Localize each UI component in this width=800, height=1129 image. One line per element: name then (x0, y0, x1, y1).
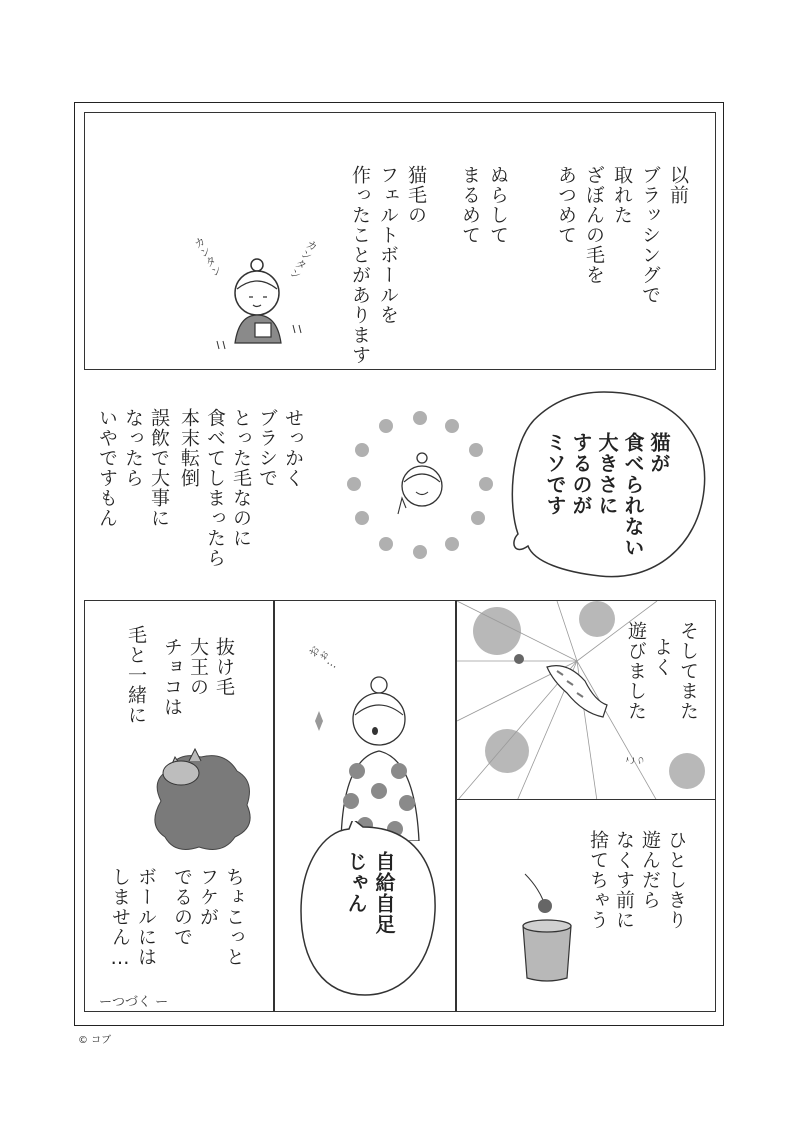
caption-line: ぬらして (487, 165, 509, 245)
trash-bin-illustration (517, 866, 577, 986)
caption-line: 遊んだら (639, 830, 661, 910)
sound-effect: カンタン (286, 236, 321, 282)
caption-line: 猫毛の (405, 165, 427, 225)
caption-line: チョコは (161, 637, 183, 717)
sound-effect: カンタン (190, 234, 225, 280)
character-illustration (205, 253, 315, 363)
caption-line: 本末転倒 (178, 408, 200, 488)
panel-5 (274, 600, 456, 1012)
caption-line: フケが (197, 867, 219, 927)
bubble-line: 自給自足 (372, 851, 396, 935)
bubble-line: するのが (569, 432, 593, 516)
caption-line: なったら (122, 408, 144, 488)
caption-line: 誤飲で大事に (148, 408, 170, 528)
caption-line: 取れた (611, 165, 633, 225)
caption-line: でるので (171, 867, 193, 947)
panel-2 (84, 378, 716, 588)
panel-4 (84, 600, 274, 1012)
bubble-line: 食べられない (621, 432, 645, 558)
fluffy-cat-illustration (141, 741, 261, 861)
panel-6 (456, 800, 716, 1012)
caption-line: 毛と一緒に (125, 625, 147, 725)
caption-line: よく (651, 637, 673, 677)
caption-line: 以前 (667, 165, 689, 205)
caption-line: そしてまた (677, 621, 699, 721)
caption-line: フェルトボールを (377, 165, 399, 325)
caption-line: しません… (109, 867, 131, 970)
dotted-halo-character (340, 406, 500, 566)
bubble-line: 猫が (647, 432, 671, 474)
panel-1 (84, 112, 716, 370)
caption-line: 大王の (187, 637, 209, 697)
bubble-line: じゃん (344, 851, 368, 914)
caption-line: いやですもん (96, 408, 118, 528)
caption-line: 作ったことがあります (349, 165, 371, 365)
caption-line: 遊びました (625, 621, 647, 721)
caption-line: まるめて (459, 165, 481, 245)
caption-line: とった毛なのに (230, 408, 252, 548)
caption-line: 捨てちゃう (587, 830, 609, 930)
panel-3 (456, 600, 716, 800)
caption-line: あつめて (555, 165, 577, 245)
sound-effect: おぉ… (305, 643, 341, 671)
caption-line: ブラッシングで (639, 165, 661, 305)
sound-effect: こっ (623, 753, 648, 770)
caption-line: ざぼんの毛を (583, 165, 605, 285)
caption-line: ボールには (135, 867, 157, 967)
character-with-polka-dots (295, 671, 445, 841)
to-be-continued: ーつづく ー (99, 995, 169, 1010)
caption-line: せっかく (282, 408, 304, 488)
bubble-line: ミソです (543, 432, 567, 516)
caption-line: なくす前に (613, 830, 635, 930)
caption-line: 食べてしまったら (204, 408, 226, 568)
copyright: © コブ (78, 1035, 112, 1046)
caption-line: ひとしきり (665, 830, 687, 930)
caption-line: ブラシで (256, 408, 278, 488)
bubble-line: 大きさに (595, 432, 619, 516)
caption-line: 抜け毛 (213, 637, 235, 697)
caption-line: ちょこっと (223, 867, 245, 967)
